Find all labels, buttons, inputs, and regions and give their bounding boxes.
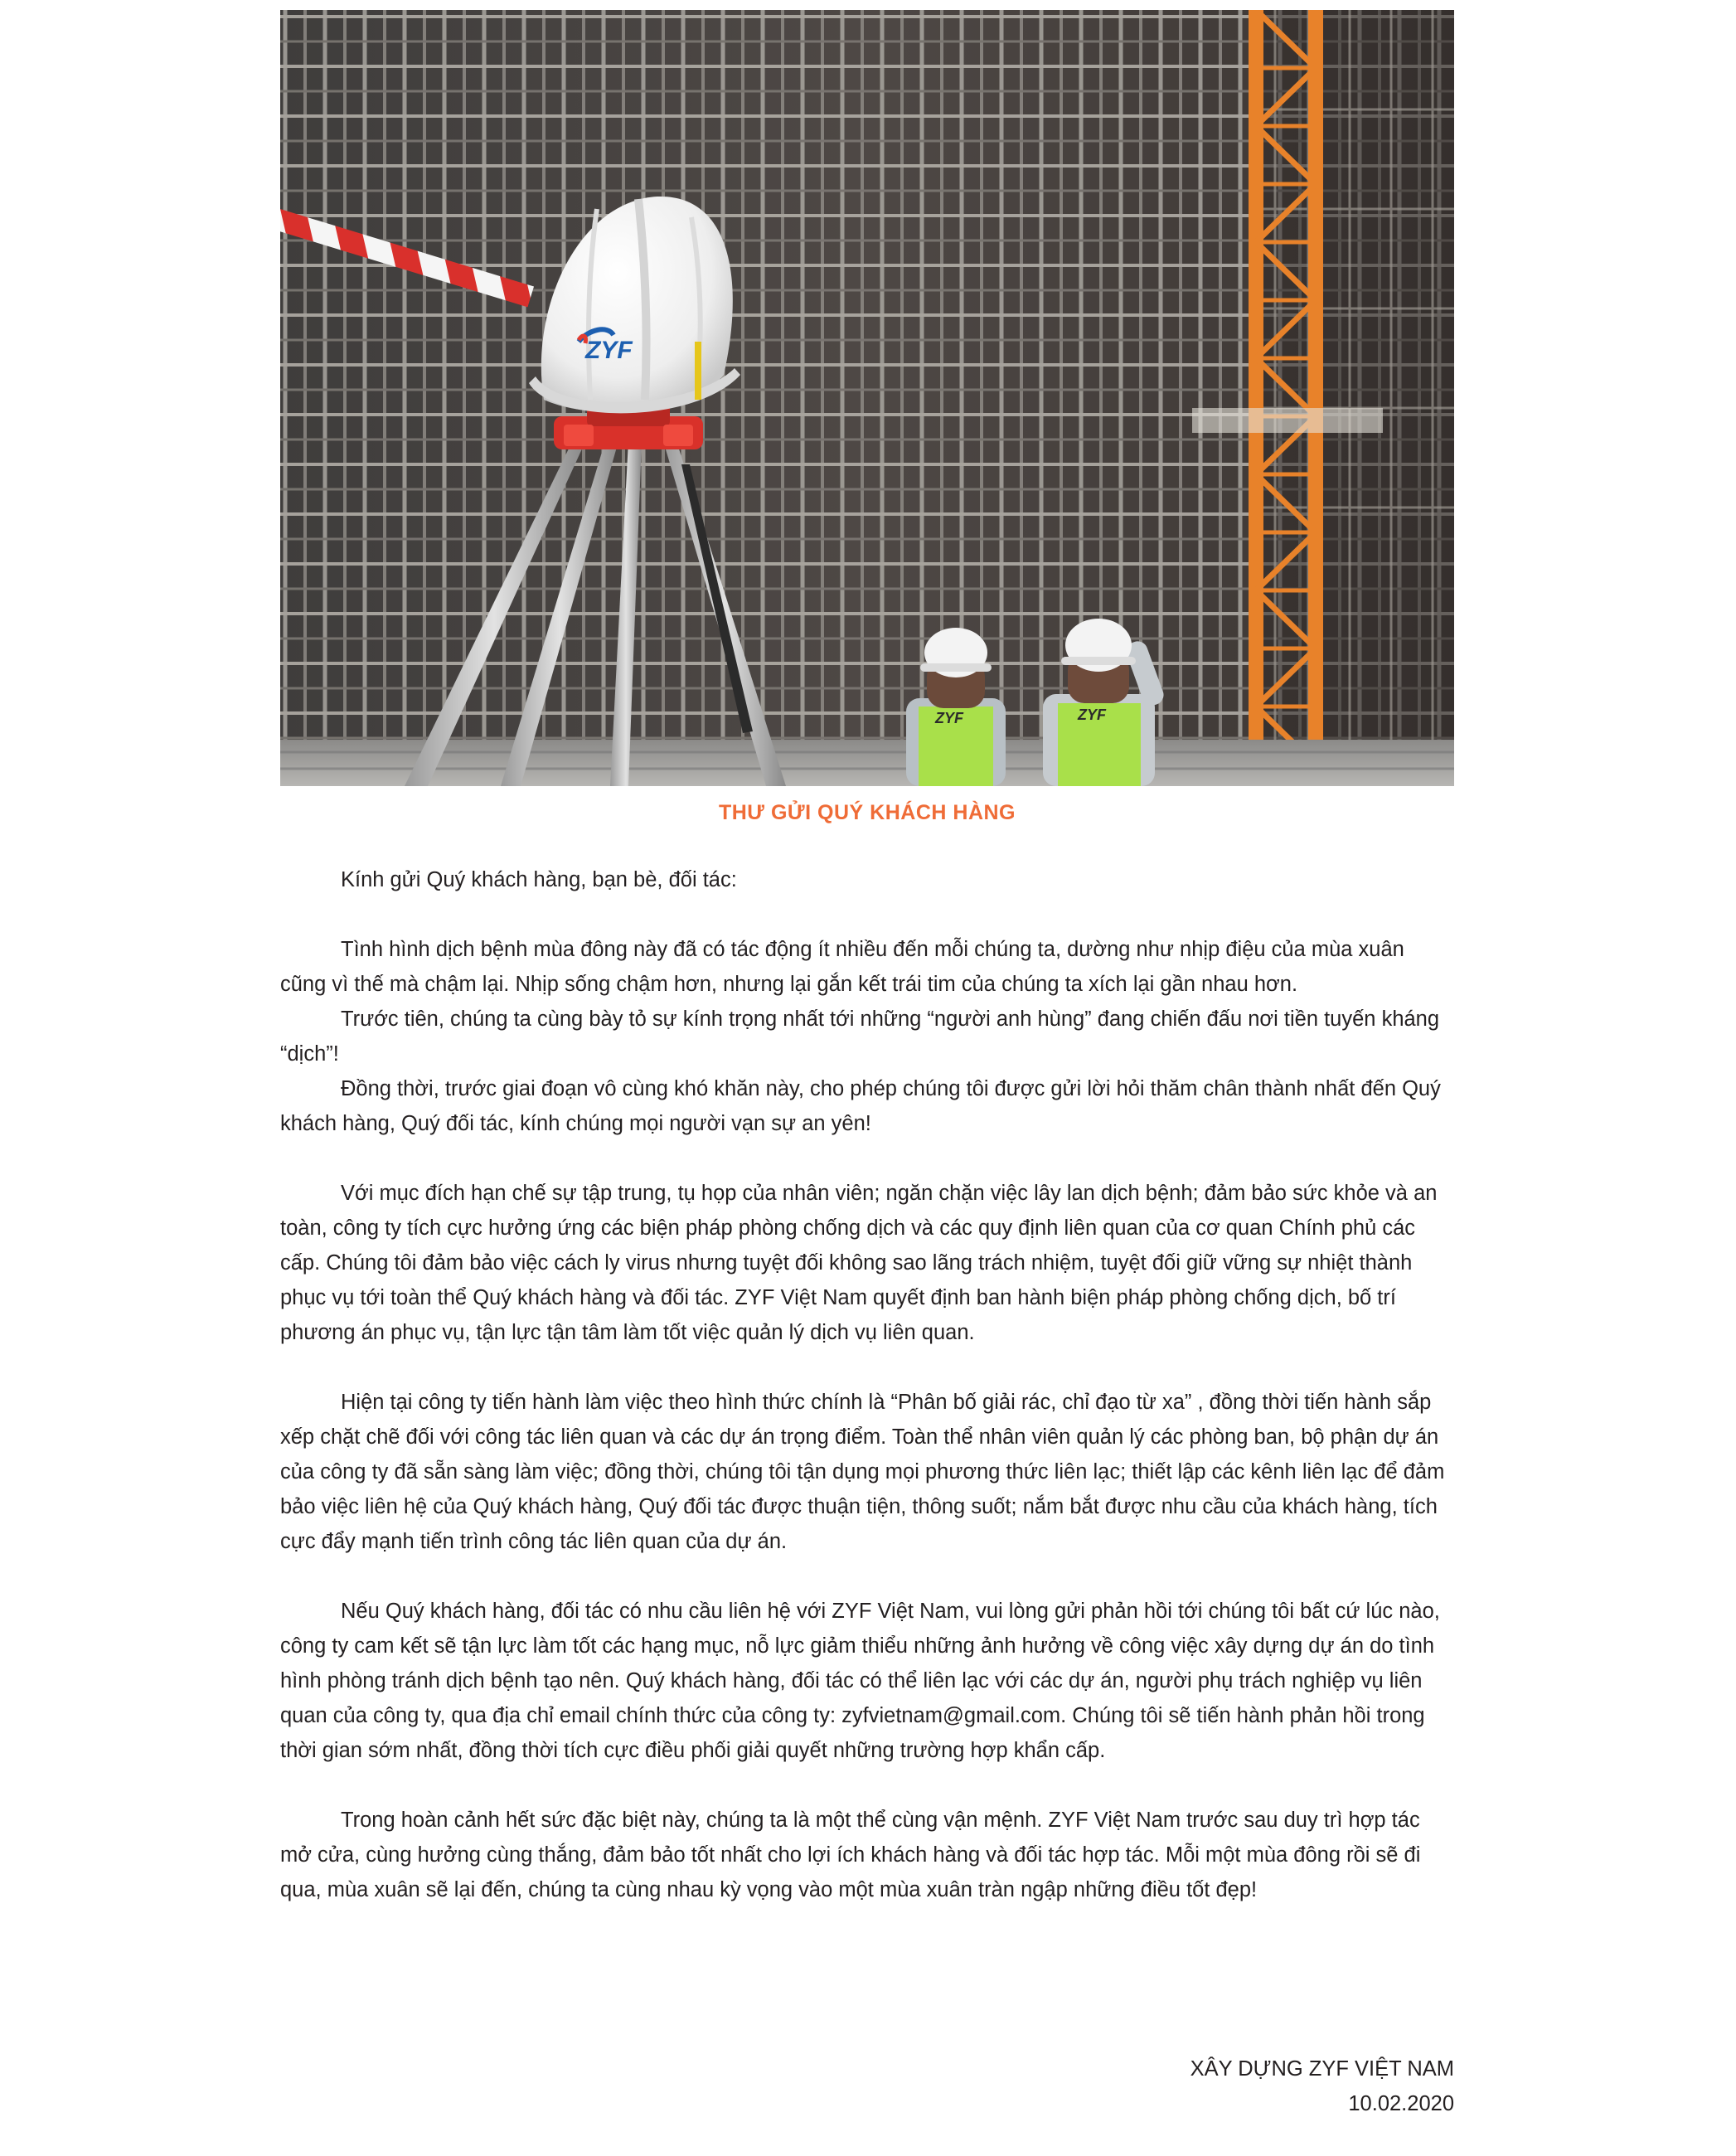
paragraph-3: Đồng thời, trước giai đoạn vô cùng khó khăn này, cho phép chúng tôi được gửi lời hỏi thăm chân thành nhất đến Quý khách hàng, Quý đối tác, kính chúng mọi người vạn sự an yên! xyxy=(280,1077,1441,1135)
paragraph-5: Hiện tại công ty tiến hành làm việc theo hình thức chính là “Phân bố giải rác, chỉ đạo từ xa” , đồng thời tiến hành sắp xếp chặt chẽ đối với công tác liên quan và các dự án trọng điểm. Toàn thể nhân viên quản lý các phòng ban, bộ phận dự án của công ty đã sẵn sàng làm việc; đồng thời, chúng tôi tận dụng mọi phương thức liên lạc; thiết lập các kênh liên lạc để đảm bảo việc liên hệ của Quý khách hàng, Quý đối tác được thuận tiện, thông suốt; nắm bắt được nhu cầu của khách hàng, tích cực đẩy mạnh tiến trình công tác liên quan của dự án. xyxy=(280,1391,1445,1553)
paragraph-6: Nếu Quý khách hàng, đối tác có nhu cầu liên hệ với ZYF Việt Nam, vui lòng gửi phản hồi tới chúng tôi bất cứ lúc nào, công ty cam kết sẽ tận lực làm tốt các hạng mục, nỗ lực giảm thiểu những ảnh hưởng về công việc xây dựng dự án do tình hình phòng tránh dịch bệnh tạo nên. Quý khách hàng, đối tác có thể liên lạc với các dự án, người phụ trách nghiệp vụ liên quan của công ty, qua địa chỉ email chính thức của công ty: zyfvietnam@gmail.com. Chúng tôi sẽ tiến hành phản hồi trong thời gian sớm nhất, đồng thời tích cực điều phối giải quyết những trường hợp khẩn cấp. xyxy=(280,1600,1440,1762)
paragraph-1: Tình hình dịch bệnh mùa đông này đã có tác động ít nhiều đến mỗi chúng ta, dường như nhịp điệu của mùa xuân cũng vì thế mà chậm lại. Nhịp sống chậm hơn, nhưng lại gắn kết trái tim của chúng ta xích lại gần nhau hơn. xyxy=(280,938,1404,996)
construction-site-illustration xyxy=(280,10,1454,786)
vest-logo-left: ZYF xyxy=(935,710,963,726)
hero-photo xyxy=(280,10,1454,786)
signature-date: 10.02.2020 xyxy=(1348,2092,1454,2115)
signature-block xyxy=(1190,2052,1454,2121)
paragraph-2: Trước tiên, chúng ta cùng bày tỏ sự kính trọng nhất tới những “người anh hùng” đang chiến đấu nơi tiền tuyến kháng “dịch”! xyxy=(280,1008,1440,1066)
vest-logo-right: ZYF xyxy=(1078,707,1106,723)
paragraph-4: Với mục đích hạn chế sự tập trung, tụ họp của nhân viên; ngăn chặn việc lây lan dịch bệnh; đảm bảo sức khỏe và an toàn, công ty tích cực hưởng ứng các biện pháp phòng chống dịch và các quy định liên quan của cơ quan Chính phủ các cấp. Chúng tôi đảm bảo việc cách ly virus nhưng tuyệt đối không sao lãng trách nhiệm, tuyệt đối giữ vững sự nhiệt thành phục vụ tới toàn thể Quý khách hàng và đối tác. ZYF Việt Nam quyết định ban hành biện pháp phòng chống dịch, bố trí phương án phục vụ, tận lực tận tâm làm tốt việc quản lý dịch vụ liên quan. xyxy=(280,1182,1438,1344)
helmet-logo: ZYF xyxy=(585,337,633,364)
salutation: Kính gửi Quý khách hàng, bạn bè, đối tác: xyxy=(341,868,737,891)
letter-body xyxy=(280,862,1454,1907)
signature-company: XÂY DỰNG ZYF VIỆT NAM xyxy=(1190,2057,1454,2081)
paragraph-7: Trong hoàn cảnh hết sức đặc biệt này, chúng ta là một thể cùng vận mệnh. ZYF Việt Nam trước sau duy trì hợp tác mở cửa, cùng hưởng cùng thắng, đảm bảo tốt nhất cho lợi ích khách hàng và đối tác hợp tác. Mỗi một mùa đông rồi sẽ đi qua, mùa xuân sẽ lại đến, chúng ta cùng nhau kỳ vọng vào một mùa xuân tràn ngập những điều tốt đẹp! xyxy=(280,1809,1421,1901)
letter-title: THƯ GỬI QUÝ KHÁCH HÀNG xyxy=(718,801,1016,824)
